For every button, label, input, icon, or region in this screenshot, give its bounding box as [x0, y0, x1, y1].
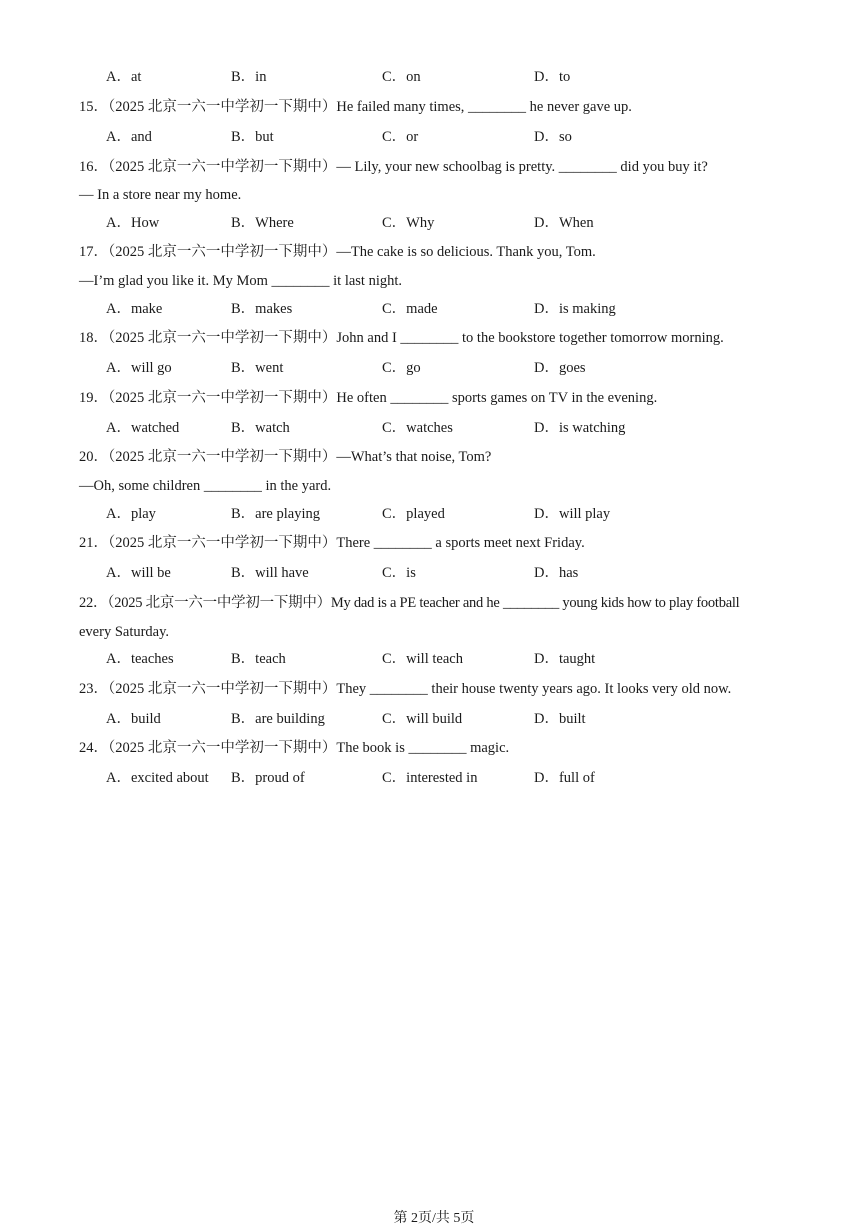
- question-16-stem: 16．（2025 北京一六一中学初一下期中）— Lily, your new schoolbag is pretty. ________ did you buy it?: [79, 159, 708, 175]
- option-a: A．make: [106, 301, 163, 317]
- question-23-options: [0, 710, 868, 728]
- option-a: A．How: [106, 215, 160, 231]
- option-a: A．at: [106, 69, 142, 85]
- option-d: D．so: [534, 129, 572, 145]
- option-a: A．excited about: [106, 770, 209, 786]
- question-24-stem: 24．（2025 北京一六一中学初一下期中）The book is ________ magic.: [79, 740, 510, 756]
- option-b: B．makes: [231, 301, 293, 317]
- question-22-stem-cont: every Saturday.: [79, 624, 170, 640]
- option-d: D．is making: [534, 301, 616, 317]
- question-23-stem: 23．（2025 北京一六一中学初一下期中）They ________ their house twenty years ago. It looks very old now.: [79, 681, 732, 697]
- option-a: A．watched: [106, 420, 180, 436]
- question-22-options: [0, 650, 868, 668]
- question-16-reply: — In a store near my home.: [79, 187, 242, 203]
- question-21-stem: 21．（2025 北京一六一中学初一下期中）There ________ a sports meet next Friday.: [79, 535, 585, 551]
- option-a: A．play: [106, 506, 156, 522]
- option-d: D．will play: [534, 506, 611, 522]
- option-d: D．goes: [534, 360, 586, 376]
- option-b: B．are building: [231, 711, 325, 727]
- question-19-stem: 19．（2025 北京一六一中学初一下期中）He often ________ sports games on TV in the evening.: [79, 390, 658, 406]
- option-d: D．taught: [534, 651, 596, 667]
- option-a: A．and: [106, 129, 152, 145]
- question-18-stem: 18．（2025 北京一六一中学初一下期中）John and I ________ to the bookstore together tomorrow morning.: [79, 330, 724, 346]
- question-15-options: [0, 128, 868, 146]
- option-a: A．will go: [106, 360, 172, 376]
- option-a: A．teaches: [106, 651, 174, 667]
- option-c: C．made: [382, 301, 438, 317]
- question-18-options: [0, 359, 868, 377]
- question-16-options: [0, 214, 868, 232]
- option-c: C．on: [382, 69, 421, 85]
- option-d: D．built: [534, 711, 586, 727]
- option-c: C．played: [382, 506, 445, 522]
- question-17-stem: 17．（2025 北京一六一中学初一下期中）—The cake is so delicious. Thank you, Tom.: [79, 244, 596, 260]
- option-d: D．has: [534, 565, 579, 581]
- option-b: B．went: [231, 360, 284, 376]
- options-row-top: [0, 68, 868, 86]
- option-b: B．Where: [231, 215, 294, 231]
- option-c: C．watches: [382, 420, 453, 436]
- option-b: B．teach: [231, 651, 286, 667]
- question-17-options: [0, 300, 868, 318]
- option-d: D．is watching: [534, 420, 626, 436]
- option-a: A．will be: [106, 565, 171, 581]
- question-24-options: [0, 769, 868, 787]
- option-c: C．is: [382, 565, 416, 581]
- option-b: B．proud of: [231, 770, 305, 786]
- option-b: B．watch: [231, 420, 290, 436]
- option-a: A．build: [106, 711, 161, 727]
- question-17-reply: —I’m glad you like it. My Mom ________ it last night.: [79, 273, 403, 289]
- option-b: B．but: [231, 129, 274, 145]
- option-c: C．Why: [382, 215, 435, 231]
- option-c: C．will teach: [382, 651, 463, 667]
- option-c: C．or: [382, 129, 419, 145]
- question-20-options: [0, 505, 868, 523]
- option-d: D．to: [534, 69, 571, 85]
- question-21-options: [0, 564, 868, 582]
- question-19-options: [0, 419, 868, 437]
- page-footer: 第 2页/共 5页: [393, 1211, 475, 1226]
- option-c: C．interested in: [382, 770, 478, 786]
- question-20-reply: —Oh, some children ________ in the yard.: [79, 478, 332, 494]
- question-22-stem: 22．（2025 北京一六一中学初一下期中）My dad is a PE teacher and he ________ young kids how to play football: [79, 595, 740, 611]
- option-c: C．will build: [382, 711, 463, 727]
- option-d: D．When: [534, 215, 594, 231]
- question-15-stem: 15．（2025 北京一六一中学初一下期中）He failed many times, ________ he never gave up.: [79, 99, 632, 115]
- option-c: C．go: [382, 360, 421, 376]
- question-20-stem: 20．（2025 北京一六一中学初一下期中）—What’s that noise, Tom?: [79, 449, 492, 465]
- option-b: B．in: [231, 69, 267, 85]
- option-b: B．will have: [231, 565, 309, 581]
- option-d: D．full of: [534, 770, 595, 786]
- option-b: B．are playing: [231, 506, 320, 522]
